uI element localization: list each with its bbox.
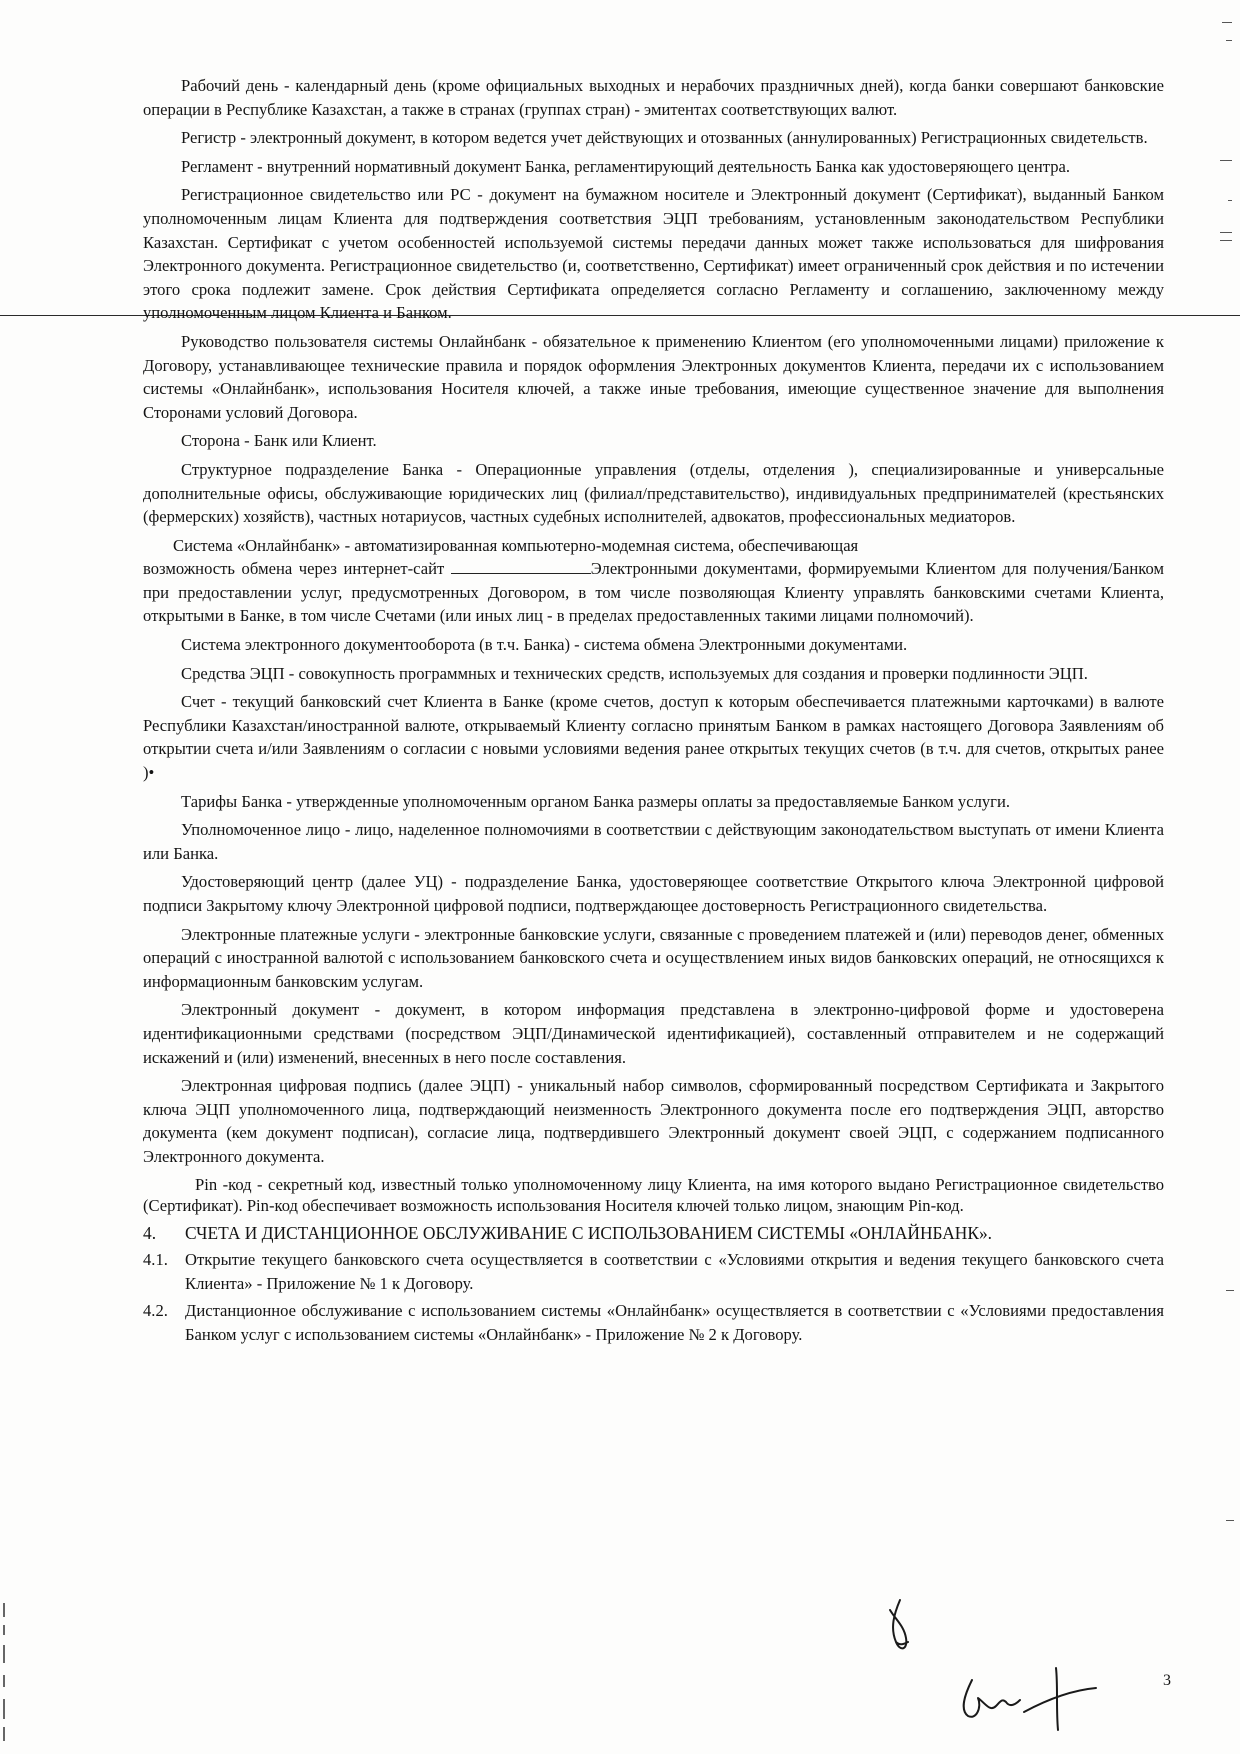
clause-text: Дистанционное обслуживание с использованием системы «Онлайнбанк» осуществляется в соответствии с «Условиями предоставления Банком услуг с использованием системы «Онлайнбанк» - Приложение № 2 к Договору. bbox=[185, 1301, 1164, 1344]
definition-electronic-payment-services: Электронные платежные услуги - электронные банковские услуги, связанные с проведением платежей и (или) переводов денег, обменных операций с иностранной валютой с использованием банковского счета и осуществлением иных видов банковских операций, не относящихся к информационным банковским услугам. bbox=[143, 924, 1164, 991]
definition-regulation: Регламент - внутренний нормативный документ Банка, регламентирующий деятельность Банка как удостоверяющего центра. bbox=[181, 156, 1071, 176]
definition-eds: Электронная цифровая подпись (далее ЭЦП) - уникальный набор символов, сформированный посредством Сертификата и Закрытого ключа ЭЦП уполномоченного лица, подтверждающий неизменность Электронного документа после его подтверждения ЭЦП, авторство документа (кем документ подписан), согласие лица, подтвердившего Электронный документ своей ЭЦП, с содержанием подписанного Электронного документа. bbox=[143, 1076, 1164, 1166]
definition-electronic-document: Электронный документ - документ, в котором информация представлена в электронно-цифровой форме и удостоверена идентификационными средствами (посредством ЭЦП/Динамической идентификацией), составленный отправителем и не содержащий искажений и (или) изменений, внесенных в него после составления. bbox=[143, 1000, 1164, 1067]
section-title: СЧЕТА И ДИСТАНЦИОННОЕ ОБСЛУЖИВАНИЕ С ИСПОЛЬЗОВАНИЕМ СИСТЕМЫ «ОНЛАЙНБАНК». bbox=[185, 1222, 993, 1243]
definition-account: Счет - текущий банковский счет Клиента в Банке (кроме счетов, доступ к которым обеспечивается платежными карточками) в валюте Республики Казахстан/иностранной валюте, открываемый Клиенту согласно принятым Банком в рамках настоящего Договора Заявлениям об открытии счета и/или Заявлениям о согласии с новыми условиями ведения ранее открытых текущих счетов (в т.ч. для счетов, открытых ранее )• bbox=[143, 692, 1164, 783]
clause-4-1 bbox=[143, 1248, 1164, 1295]
definition-eds-tools: Средства ЭЦП - совокупность программных и технических средств, используемых для создания и проверки подлинности ЭЦП. bbox=[181, 663, 1088, 683]
website-blank-field bbox=[451, 559, 591, 574]
definition-registration-certificate: Регистрационное свидетельство или РС - документ на бумажном носителе и Электронный документ (Сертификат), выданный Банком уполномоченным лицам Клиента для подтверждения соответствия ЭЦП требованиям, установленным законодательством Республики Казахстан. Сертификат с учетом особенностей используемой системы передачи данных может также использоваться для шифрования Электронного документа. Регистрационное свидетельство (и, соответственно, Сертификат) имеет ограниченный срок действия и по истечении этого срока подлежит замене. Срок действия Сертификата определяется согласно Регламенту и соглашению, заключенному между уполномоченным лицом Клиента и Банком. bbox=[143, 185, 1164, 323]
definition-edm-system: Система электронного документооборота (в т.ч. Банка) - система обмена Электронными документами. bbox=[181, 635, 908, 655]
online-system-after-blank: Электронными документами, формируемыми Клиентом для получения/Банком при предоставлении услуг, предусмотренных Договором, в том числе позволяющая Клиенту управлять банковскими счетами Клиента, открытыми в Банке, в том числе Счетами (или иных лиц - в пределах предоставленных такими лицами полномочий). bbox=[143, 559, 1165, 626]
definition-pin-code: Pin -код - секретный код, известный только уполномоченному лицу Клиента, на имя которого выдано Регистрационное свидетельство (Сертификат). Pin-код обеспечивает возможность использования Носителя ключей только лицом, знающим Pin-код. bbox=[143, 1174, 1164, 1215]
right-margin-marks bbox=[1212, 0, 1240, 1754]
definition-authorized-person: Уполномоченное лицо - лицо, наделенное полномочиями в соответствии с действующим законодательством выступать от имени Клиента или Банка. bbox=[143, 820, 1164, 863]
definition-tariffs: Тарифы Банка - утвержденные уполномоченным органом Банка размеры оплаты за предоставляемые Банком услуги. bbox=[181, 791, 1011, 811]
definition-party: Сторона - Банк или Клиент. bbox=[181, 431, 377, 451]
section-4-heading bbox=[143, 1222, 1164, 1246]
clause-text: Открытие текущего банковского счета осуществляется в соответствии с «Условиями открытия и ведения текущего банковского счета Клиента» - Приложение № 1 к Договору. bbox=[185, 1250, 1164, 1293]
left-margin-marks bbox=[0, 1595, 10, 1754]
definition-structural-unit: Структурное подразделение Банка - Операционные управления (отделы, отделения ), специализированные и универсальные дополнительные офисы, обслуживающие юридических лиц (филиал/представительство), индивидуальных предпринимателей (крестьянских (фермерских) хозяйств), частных нотариусов, частных судебных исполнителей, адвокатов, профессиональных медиаторов. bbox=[143, 459, 1164, 527]
definition-working-day: Рабочий день - календарный день (кроме официальных выходных и нерабочих праздничных дней), когда банки совершают банковские операции в Республике Казахстан, а также в странах (группах стран) - эмитентах соответствующих валют. bbox=[143, 76, 1164, 119]
section-number: 4. bbox=[143, 1222, 157, 1243]
handwritten-signatures bbox=[860, 1580, 1180, 1740]
online-system-line1: Система «Онлайнбанк» - автоматизированная компьютерно-модемная система, обеспечивающая bbox=[173, 535, 859, 555]
clause-number: 4.2. bbox=[143, 1301, 168, 1321]
online-system-before-blank: возможность обмена через интернет-сайт bbox=[143, 559, 451, 579]
clause-4-2 bbox=[143, 1299, 1164, 1346]
document-body bbox=[143, 74, 1164, 1351]
definition-certification-center: Удостоверяющий центр (далее УЦ) - подразделение Банка, удостоверяющее соответствие Открытого ключа Электронной цифровой подписи Закрытому ключу Электронной цифровой подписи, подтверждающее достоверность Регистрационного свидетельства. bbox=[143, 872, 1164, 915]
clause-number: 4.1. bbox=[143, 1250, 168, 1270]
definition-online-system bbox=[143, 534, 1164, 628]
definition-user-guide: Руководство пользователя системы Онлайнбанк - обязательное к применению Клиентом (его уполномоченными лицами) приложение к Договору, устанавливающее технические правила и порядок оформления Электронных документов Клиента, передачи их с использованием системы «Онлайнбанк», использования Носителя ключей, а также иные требования, имеющие существенное значение для выполнения Сторонами условий Договора. bbox=[143, 331, 1164, 422]
page-number: 3 bbox=[1163, 1672, 1171, 1689]
definition-register: Регистр - электронный документ, в котором ведется учет действующих и отозванных (аннулированных) Регистрационных свидетельств. bbox=[181, 128, 1148, 148]
